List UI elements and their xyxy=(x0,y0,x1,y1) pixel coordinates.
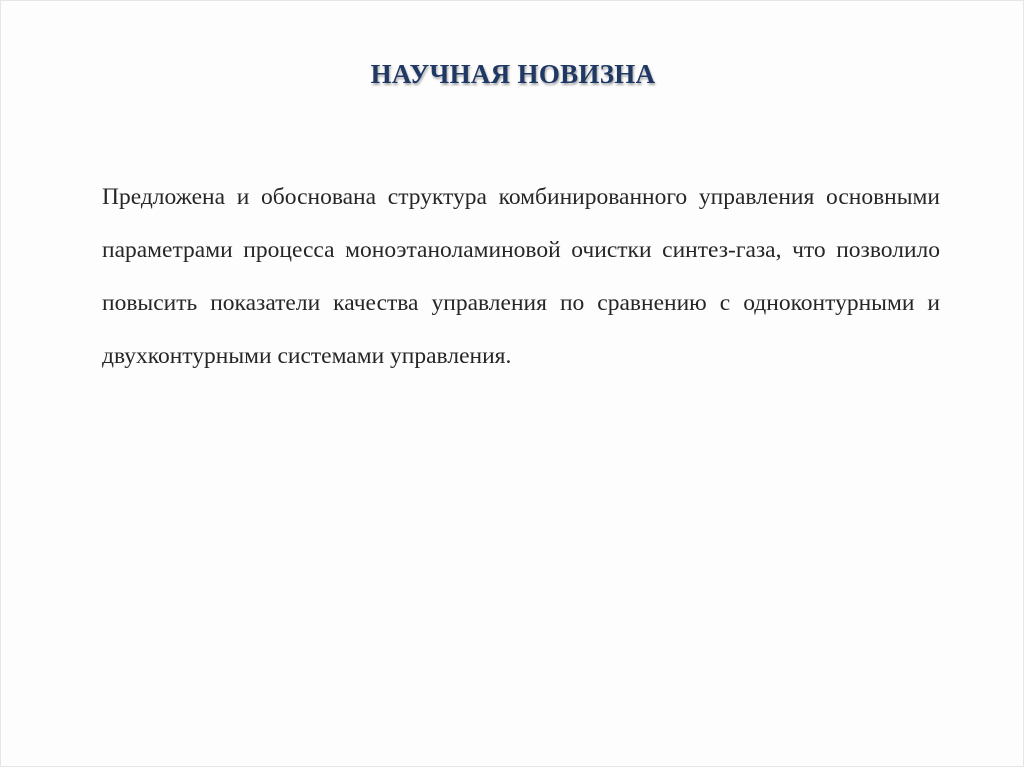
slide-body-text: Предложена и обоснована структура комбинированного управления основными параметрами процесса моноэтаноламиновой очистки синтез-газа, что позволило повысить показатели качества управления по сравнению с одноконтурными и двухконтурными системами управления. xyxy=(102,184,940,369)
slide-title: НАУЧНАЯ НОВИЗНА xyxy=(370,59,656,89)
